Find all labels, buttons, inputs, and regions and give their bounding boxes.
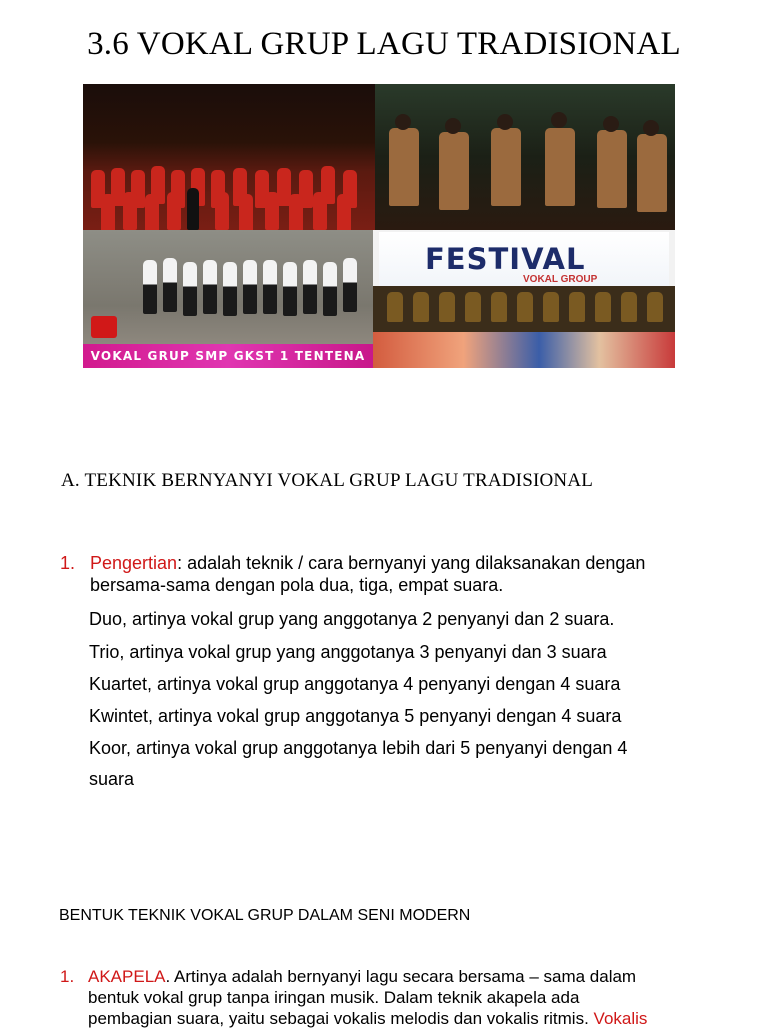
subheading: BENTUK TEKNIK VOKAL GRUP DALAM SENI MODERN: [59, 907, 471, 924]
akapela-text-cont2: pembagian suara, yaitu sebagai vokalis melodis dan vokalis ritmis.: [88, 1009, 589, 1028]
akapela-text-cont: bentuk vokal grup tanpa iringan musik. Dalam teknik akapela ada: [88, 988, 580, 1007]
type-line: Duo, artinya vokal grup yang anggotanya 2 penyanyi dan 2 suara.: [89, 609, 615, 629]
list-number: 1.: [60, 553, 76, 573]
photo-collage: [83, 84, 675, 368]
definition-text-cont: bersama-sama dengan pola dua, tiga, empat suara.: [90, 575, 504, 595]
festival-subtitle: VOKAL GROUP: [523, 274, 598, 285]
term-akapela: AKAPELA: [88, 967, 166, 986]
type-line: Koor, artinya vokal grup anggotanya lebih dari 5 penyanyi dengan 4: [89, 738, 628, 758]
akapela-text: . Artinya adalah bernyanyi lagu secara bersama – sama dalam: [165, 967, 637, 986]
festival-photo: [373, 230, 675, 368]
school-vocal-group-photo: [83, 230, 373, 368]
type-line: Trio, artinya vokal grup yang anggotanya 3 penyanyi dan 3 suara: [89, 642, 607, 662]
akapela-item: [60, 966, 730, 1029]
definition-text: : adalah teknik / cara bernyanyi yang dilaksanakan dengan: [177, 553, 646, 573]
type-line: Kwintet, artinya vokal grup anggotanya 5 penyanyi dengan 4 suara: [89, 706, 622, 726]
channel-logo: [91, 316, 117, 338]
definition-item: [60, 552, 730, 596]
festival-title: FESTIVAL: [425, 242, 586, 276]
list-number: 1.: [60, 967, 75, 986]
type-line: Kuartet, artinya vokal grup anggotanya 4 penyanyi dengan 4 suara: [89, 674, 621, 694]
term-vokalis: Vokalis: [593, 1009, 648, 1028]
collage-banner: VOKAL GRUP SMP GKST 1 TENTENA: [83, 344, 373, 368]
term-pengertian: Pengertian: [90, 553, 178, 573]
type-line: suara: [89, 769, 135, 789]
choir-photo: [83, 84, 375, 230]
page-title: 3.6 VOKAL GRUP LAGU TRADISIONAL: [87, 26, 681, 62]
section-heading: A. TEKNIK BERNYANYI VOKAL GRUP LAGU TRADISIONAL: [61, 470, 594, 491]
vocal-group-stage-photo: [375, 84, 675, 230]
